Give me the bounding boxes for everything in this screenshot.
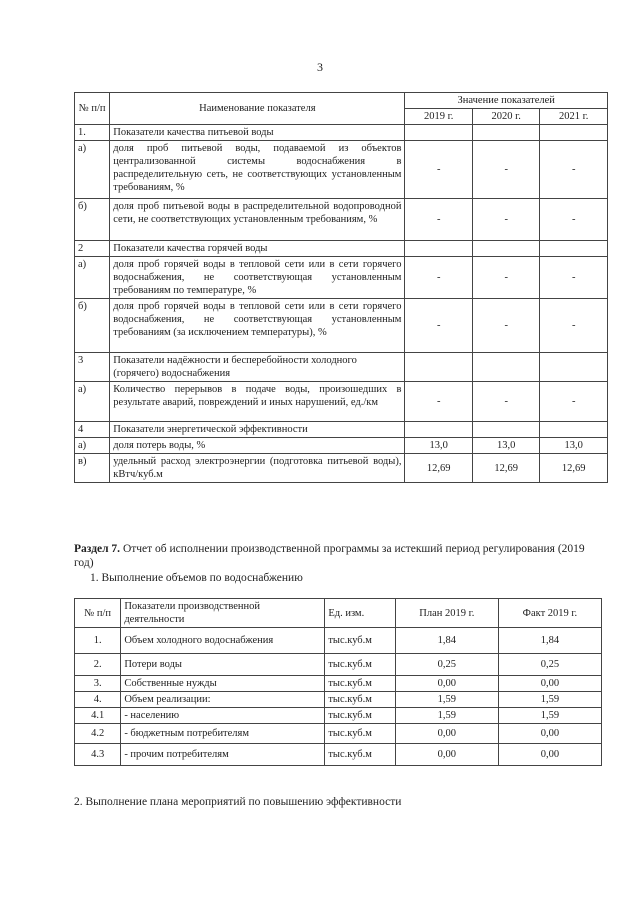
row-num: 4.3 (75, 744, 121, 766)
row-value (405, 422, 473, 438)
header-indicator: Показатели производственной деятельности (121, 599, 325, 628)
row-plan: 1,59 (395, 692, 498, 708)
row-value: - (472, 382, 540, 422)
table-row (75, 676, 602, 692)
row-text: Показатели надёжности и бесперебойности холодного (горячего) водоснабжения (110, 353, 405, 382)
row-name: - бюджетным потребителям (121, 724, 325, 744)
row-value: - (540, 382, 608, 422)
table-row (75, 454, 608, 483)
row-fact: 0,00 (498, 676, 601, 692)
row-num: 1. (75, 628, 121, 654)
section-label: Раздел 7. (74, 543, 121, 555)
table-row (75, 257, 608, 299)
row-value (405, 353, 473, 382)
table-row (75, 438, 608, 454)
row-num: б) (75, 199, 110, 241)
row-plan: 1,59 (395, 708, 498, 724)
row-value (540, 422, 608, 438)
row-text: Показатели энергетической эффективности (110, 422, 405, 438)
header-num: № п/п (75, 599, 121, 628)
row-fact: 0,00 (498, 724, 601, 744)
table-row (75, 241, 608, 257)
row-value: - (405, 141, 473, 199)
row-name: Объем холодного водоснабжения (121, 628, 325, 654)
table-row (75, 382, 608, 422)
row-value (472, 422, 540, 438)
row-value: - (405, 299, 473, 353)
row-value (472, 125, 540, 141)
row-fact: 1,84 (498, 628, 601, 654)
row-name: Потери воды (121, 654, 325, 676)
table-row (75, 692, 602, 708)
row-num: а) (75, 257, 110, 299)
row-num: 3. (75, 676, 121, 692)
row-value: 13,0 (540, 438, 608, 454)
row-name: Собственные нужды (121, 676, 325, 692)
header-unit: Ед. изм. (325, 599, 395, 628)
subsection-1-title: 1. Выполнение объемов по водоснабжению (90, 572, 303, 584)
table-row (75, 199, 608, 241)
row-unit: тыс.куб.м (325, 654, 395, 676)
row-value: - (472, 299, 540, 353)
row-value: 12,69 (405, 454, 473, 483)
row-text: доля проб горячей воды в тепловой сети или в сети горячего водоснабжения, не соответствующая установленным требованиям по температуре, % (110, 257, 405, 299)
row-name: Объем реализации: (121, 692, 325, 708)
row-text: доля проб питьевой воды, подаваемой из объектов централизованной системы водоснабжения в распределительную сеть, не соответствующих установленным требованиям, % (110, 141, 405, 199)
row-text: Количество перерывов в подаче воды, произошедших в результате аварий, повреждений и иных нарушений, ед./км (110, 382, 405, 422)
indicators-table (74, 92, 608, 483)
row-name: - прочим потребителям (121, 744, 325, 766)
row-num: 2. (75, 654, 121, 676)
table-row (75, 353, 608, 382)
row-value: 12,69 (472, 454, 540, 483)
row-name: - населению (121, 708, 325, 724)
row-num: 3 (75, 353, 110, 382)
row-text: Показатели качества питьевой воды (110, 125, 405, 141)
row-value (405, 241, 473, 257)
row-unit: тыс.куб.м (325, 676, 395, 692)
header-name: Наименование показателя (110, 93, 405, 125)
row-fact: 0,00 (498, 744, 601, 766)
subsection-2-title: 2. Выполнение плана мероприятий по повышению эффективности (74, 796, 402, 808)
row-value: - (405, 257, 473, 299)
row-text: доля проб горячей воды в тепловой сети или в сети горячего водоснабжения, не соответствующая установленным требованиям (за исключением температуры), % (110, 299, 405, 353)
row-value: - (540, 199, 608, 241)
row-value: - (472, 199, 540, 241)
page-number: 3 (317, 60, 323, 74)
row-value (405, 125, 473, 141)
row-plan: 0,25 (395, 654, 498, 676)
row-num: а) (75, 141, 110, 199)
header-year: 2021 г. (540, 109, 608, 125)
table-row (75, 125, 608, 141)
header-year: 2019 г. (405, 109, 473, 125)
row-value: - (540, 299, 608, 353)
row-num: а) (75, 382, 110, 422)
row-unit: тыс.куб.м (325, 724, 395, 744)
row-num: 4.2 (75, 724, 121, 744)
row-unit: тыс.куб.м (325, 692, 395, 708)
production-table (74, 598, 602, 766)
header-num: № п/п (75, 93, 110, 125)
row-value: - (540, 141, 608, 199)
row-num: 4.1 (75, 708, 121, 724)
row-text: удельный расход электроэнергии (подготовка питьевой воды), кВтч/куб.м (110, 454, 405, 483)
row-value: 12,69 (540, 454, 608, 483)
row-value: - (472, 257, 540, 299)
row-text: доля проб питьевой воды в распределительной водопроводной сети, не соответствующих установленным требованиям, % (110, 199, 405, 241)
row-num: б) (75, 299, 110, 353)
header-values: Значение показателей (405, 93, 608, 109)
table-row (75, 744, 602, 766)
row-value: - (405, 382, 473, 422)
table-row (75, 141, 608, 199)
row-value (472, 353, 540, 382)
row-unit: тыс.куб.м (325, 708, 395, 724)
row-text: Показатели качества горячей воды (110, 241, 405, 257)
header-fact: Факт 2019 г. (498, 599, 601, 628)
row-num: а) (75, 438, 110, 454)
row-value: 13,0 (472, 438, 540, 454)
row-fact: 1,59 (498, 692, 601, 708)
row-value (540, 125, 608, 141)
row-plan: 0,00 (395, 676, 498, 692)
row-plan: 0,00 (395, 744, 498, 766)
table-row (75, 708, 602, 724)
row-fact: 0,25 (498, 654, 601, 676)
table-row (75, 422, 608, 438)
row-num: 1. (75, 125, 110, 141)
row-num: 2 (75, 241, 110, 257)
row-fact: 1,59 (498, 708, 601, 724)
row-value: - (405, 199, 473, 241)
section-text: Отчет об исполнении производственной программы за истекший период регулирования (2019 год) (74, 543, 585, 569)
row-value (540, 241, 608, 257)
section-7-heading (74, 542, 604, 570)
row-text: доля потерь воды, % (110, 438, 405, 454)
table-row (75, 724, 602, 744)
table-header-row (75, 599, 602, 628)
table-header-row (75, 93, 608, 109)
table-row (75, 299, 608, 353)
row-value (540, 353, 608, 382)
row-plan: 0,00 (395, 724, 498, 744)
row-unit: тыс.куб.м (325, 628, 395, 654)
header-year: 2020 г. (472, 109, 540, 125)
row-num: в) (75, 454, 110, 483)
table-row (75, 628, 602, 654)
row-unit: тыс.куб.м (325, 744, 395, 766)
row-num: 4 (75, 422, 110, 438)
row-value: - (472, 141, 540, 199)
row-plan: 1,84 (395, 628, 498, 654)
table-row (75, 654, 602, 676)
row-value (472, 241, 540, 257)
header-plan: План 2019 г. (395, 599, 498, 628)
row-value: - (540, 257, 608, 299)
row-value: 13,0 (405, 438, 473, 454)
row-num: 4. (75, 692, 121, 708)
